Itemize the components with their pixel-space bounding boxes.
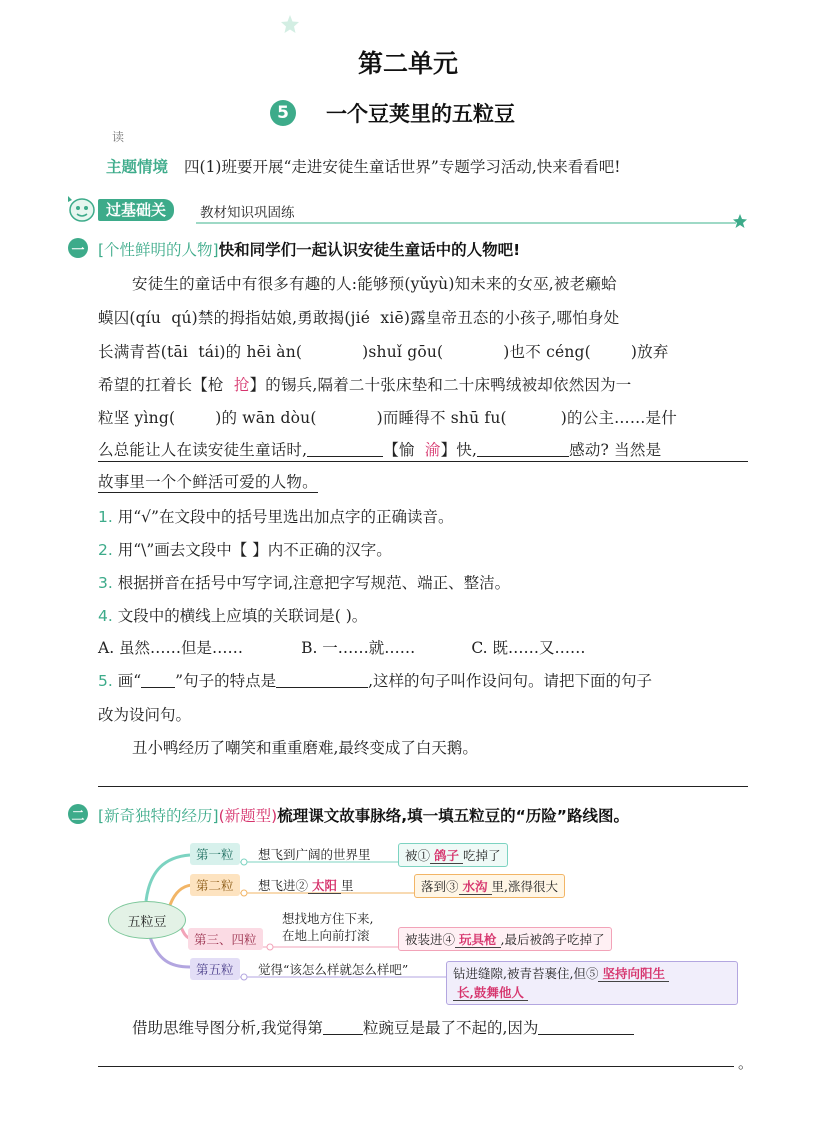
passage-line-5: 粒坚 yìng( )的 wān dòu( )而睡得不 shū fu( )的公主……是什	[98, 409, 677, 427]
branch-label-3: 第三、四粒	[188, 928, 263, 950]
branch-result-1: 被① 鸽子 吃掉了	[398, 843, 508, 867]
branch-result-2: 落到③ 水沟 里,涨得很大	[414, 874, 565, 898]
branch-mid-4: 觉得“该怎么样就怎么样吧”	[258, 962, 409, 977]
branch-label-1: 第一粒	[190, 843, 240, 865]
struck-character: 抢	[233, 376, 250, 394]
branch-label-4: 第五粒	[190, 958, 240, 980]
mindmap-center-node: 五粒豆	[108, 901, 186, 939]
passage-line-7: 故事里一个个鲜活可爱的人物。	[98, 470, 318, 493]
branch-result-4: 钻进缝隙,被青苔裹住,但⑤ 坚持向阳生 长,鼓舞他人	[446, 961, 738, 1005]
theme-label: 主题情境	[106, 158, 169, 176]
banner-subtitle: 教材知识巩固练	[200, 205, 295, 221]
blank-pea-number[interactable]	[323, 1020, 363, 1035]
answer-toy-gun[interactable]: 玩具枪	[455, 932, 501, 948]
answer-pigeon[interactable]: 鸽子	[430, 848, 463, 864]
question-4: 4. 文段中的横线上应填的关联词是( )。	[98, 607, 368, 625]
question-5: 5. 画“ ”句子的特点是 ,这样的句子叫作设问句。请把下面的句子	[98, 672, 653, 690]
answer-ditch[interactable]: 水沟	[459, 879, 492, 895]
branch-label-2: 第二粒	[190, 874, 240, 896]
lesson-number-badge: 5	[270, 100, 296, 126]
new-type-badge: (新题型)	[218, 807, 278, 825]
final-prompt: 借助思维导图分析,我觉得第 粒豌豆是最了不起的,因为	[132, 1016, 634, 1038]
passage-line-4: 希望的扛着长【枪 抢】的锡兵,隔着二十张床垫和二十床鸭绒被却依然因为一	[98, 376, 632, 394]
section1-tag: [个性鲜明的人物]	[98, 241, 219, 259]
branch-mid-3: 想找地方住下来, 在地上向前打滚	[282, 911, 374, 943]
option-b[interactable]: B. 一……就……	[301, 639, 416, 657]
section2-instruction: 梳理课文故事脉络,填一填五粒豆的“历险”路线图。	[277, 807, 629, 825]
unit-title: 第二单元	[357, 49, 458, 78]
final-period: 。	[738, 1054, 754, 1072]
passage-line-3: 长满青苔(tāi tái)的 hēi àn( )shuǐ gōu( )也不 céng( )放弃	[98, 343, 669, 361]
theme-text: 四(1)班要开展“走进安徒生童话世界”专题学习活动,快来看看吧!	[184, 158, 621, 176]
question-1: 1. 用“√”在文段中的括号里选出加点字的正确读音。	[98, 508, 454, 526]
answer-grow-sun-2[interactable]: 长,鼓舞他人	[453, 985, 528, 1001]
section1-number: 一	[68, 238, 88, 258]
answer-sun[interactable]: 太阳	[308, 878, 341, 894]
option-c[interactable]: C. 既……又……	[471, 639, 586, 657]
branch-result-3: 被装进④ 玩具枪 ,最后被鸽子吃掉了	[398, 927, 612, 951]
question-2: 2. 用“\”画去文段中【 】内不正确的汉字。	[98, 541, 392, 559]
passage-line-1: 安徒生的童话中有很多有趣的人:能够预(yǔ yù)知未来的女巫,被老癞蛤	[132, 272, 617, 294]
question-3: 3. 根据拼音在括号中写字词,注意把字写规范、端正、整洁。	[98, 574, 511, 592]
reading-mark: 读	[112, 130, 125, 144]
answer-line-reason[interactable]	[98, 1066, 734, 1067]
question-5-cont: 改为设问句。	[98, 706, 192, 724]
question-5-sentence: 丑小鸭经历了嘲笑和重重磨难,最终变成了白天鹅。	[132, 739, 478, 757]
banner-tag: 过基础关	[98, 199, 174, 221]
section2-tag: [新奇独特的经历]	[98, 807, 219, 825]
passage-line-6: 么总能让人在读安徒生童话时, 【愉 渝】快, 感动? 当然是	[98, 441, 662, 459]
struck-character: 渝	[424, 441, 441, 459]
section2-number: 二	[68, 804, 88, 824]
lesson-title: 一个豆荚里的五粒豆	[326, 102, 515, 126]
passage-line-2: 蟆囚(qíu qú)禁的拇指姑娘,勇敢揭(jié xiē)露皇帝丑态的小孩子,哪怕身处	[98, 309, 620, 327]
option-a[interactable]: A. 虽然……但是……	[98, 639, 244, 657]
section1-instruction: 快和同学们一起认识安徒生童话中的人物吧!	[218, 241, 521, 259]
branch-mid-2: 想飞进② 太阳 里	[258, 878, 354, 893]
answer-grow-sun-1[interactable]: 坚持向阳生	[598, 966, 669, 982]
branch-mid-1: 想飞到广阔的世界里	[258, 847, 371, 862]
blank-reason-start[interactable]	[538, 1020, 634, 1035]
